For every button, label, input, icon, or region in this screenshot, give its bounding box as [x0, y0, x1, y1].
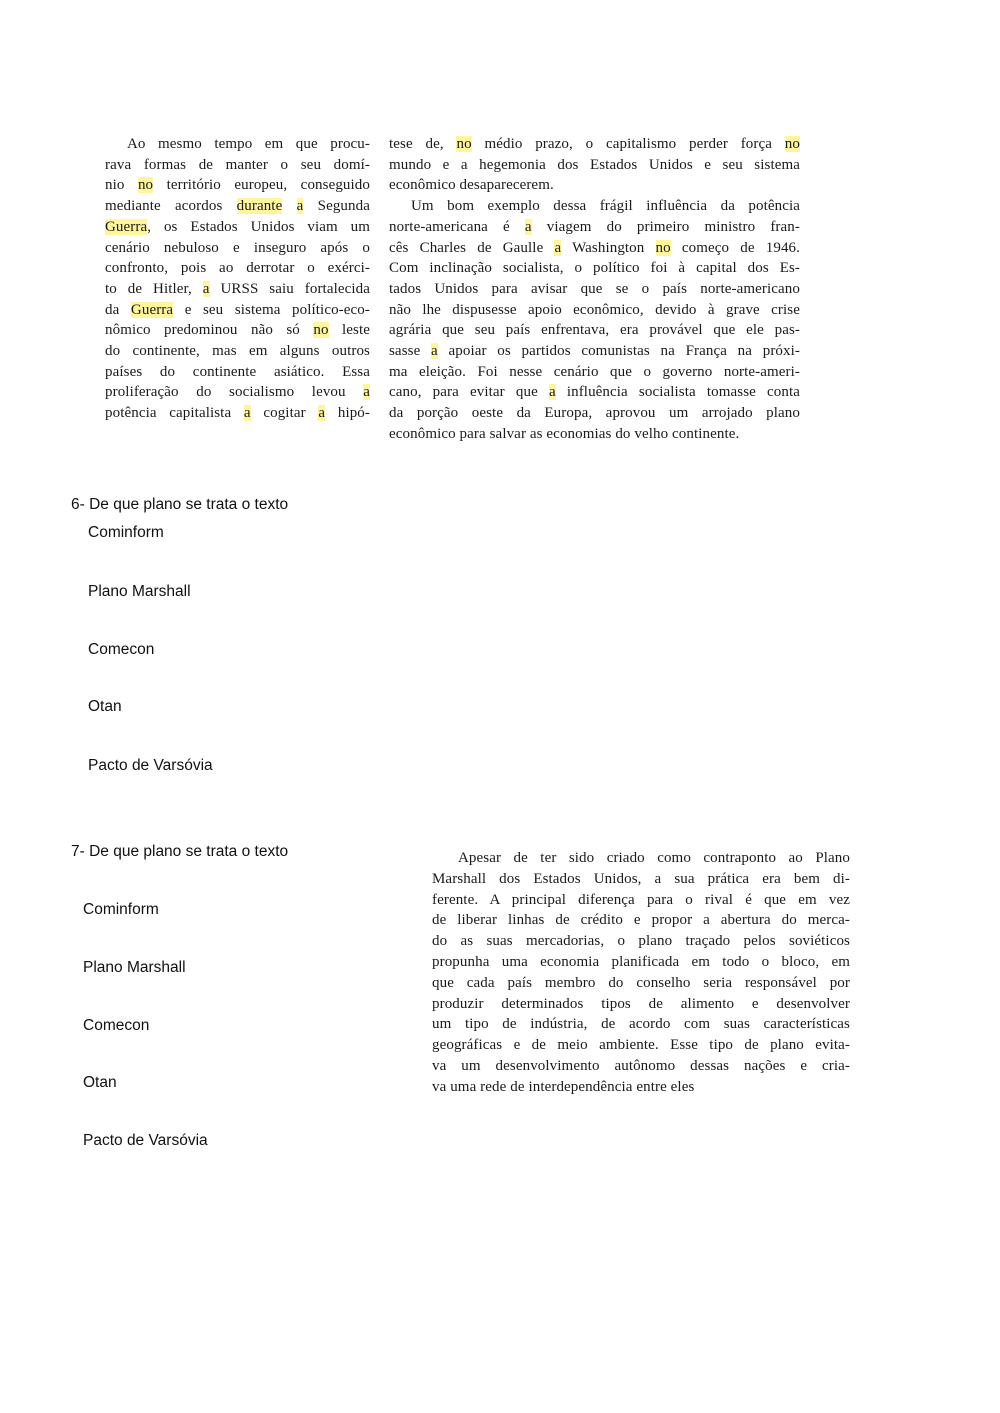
col1-line [105, 403, 370, 424]
col1-line [105, 300, 370, 321]
text-segment: norte-americana é [389, 218, 525, 235]
highlighted-word: Guerra [105, 218, 148, 235]
q7-option-comecon[interactable]: Comecon [83, 1017, 150, 1034]
col2-line [389, 341, 800, 362]
passage-2-line: Apesar de ter sido criado como contraponto ao Plano [458, 850, 850, 866]
col2-line [389, 362, 800, 383]
highlighted-word: a [318, 405, 326, 422]
col1-line [105, 258, 370, 279]
text-segment: mediante acordos [105, 198, 237, 215]
highlighted-word: a [202, 280, 210, 297]
col1-line [105, 362, 370, 383]
passage-2-line: do as suas mercadorias, o plano traçado pelos soviéticos [432, 933, 850, 950]
text-segment: cano, para evitar que [389, 384, 549, 401]
highlighted-word: no [655, 239, 671, 256]
highlighted-word: a [524, 218, 532, 235]
text-segment: viagem do primeiro ministro fran- [531, 218, 800, 235]
col2-line [389, 403, 800, 424]
text-segment: começo de 1946. [670, 239, 800, 256]
passage-2 [432, 848, 850, 1098]
col1-line [105, 279, 370, 300]
col1-line [105, 238, 370, 259]
col2-line [389, 217, 800, 238]
text-segment: cogitar [250, 405, 319, 422]
text-segment: cês Charles de Gaulle [389, 239, 555, 256]
highlighted-word: a [363, 384, 370, 401]
text-segment: médio prazo, o capitalismo perder força [471, 136, 785, 152]
passage-1-left-column [105, 134, 370, 424]
highlighted-word: no [784, 136, 800, 152]
col1-line [105, 217, 370, 238]
q7-option-otan[interactable]: Otan [83, 1074, 117, 1091]
col2-line [389, 424, 800, 445]
q7-option-pacto-de-varsovia[interactable]: Pacto de Varsóvia [83, 1132, 208, 1149]
text-segment: Com inclinação socialista, o político foi à capital dos Es- [389, 260, 800, 277]
q7-option-cominform[interactable]: Cominform [83, 901, 159, 918]
passage-2-line: ferente. A principal diferença para o rival é que em vez [432, 891, 850, 908]
text-segment: e seu sistema político-eco- [173, 301, 370, 318]
col1-line [105, 196, 370, 217]
col2-line [389, 155, 800, 176]
col2-line [389, 134, 800, 155]
q6-option-comecon[interactable]: Comecon [88, 641, 155, 658]
text-segment: influência socialista tomasse conta [555, 384, 800, 401]
text-segment: ma eleição. Foi nesse cenário que o governo norte-ameri- [389, 363, 800, 380]
passage-1-right-column [389, 134, 800, 445]
highlighted-word: a [243, 405, 251, 422]
col1-line [105, 382, 370, 403]
text-segment: , os Estados Unidos viam um [147, 218, 370, 235]
text-segment: econômico para salvar as economias do velho continente. [389, 425, 740, 442]
question-6-title: 6- De que plano se trata o texto [71, 496, 289, 513]
col1-line [105, 341, 370, 362]
passage-2-line: de liberar linhas de crédito e propor a abertura do merca- [432, 912, 850, 929]
text-segment: to de Hitler, [105, 280, 203, 297]
q6-option-plano-marshall[interactable]: Plano Marshall [88, 583, 191, 600]
text-segment: agrária que seu país enfrentava, era provável que ele pas- [389, 322, 800, 339]
text-segment: nômico predominou não só [105, 322, 314, 339]
text-segment: Washington [561, 239, 656, 256]
passage-2-line: produzir determinados tipos de alimento e desenvolver [432, 995, 850, 1012]
text-segment: nio [105, 177, 138, 194]
highlighted-word: Guerra [130, 301, 174, 318]
text-segment: sasse [389, 343, 432, 360]
col2-line [389, 320, 800, 341]
text-segment: Ao mesmo tempo em que procu- [127, 136, 370, 152]
text-segment: do continente, mas em alguns outros [105, 343, 370, 360]
text-segment: da porção oeste da Europa, aprovou um arrojado plano [389, 405, 800, 422]
passage-2-line: va uma rede de interdependência entre eles [432, 1078, 695, 1095]
text-segment: proliferação do socialismo levou [105, 384, 364, 401]
passage-2-line: Marshall dos Estados Unidos, a sua prática era bem di- [432, 870, 850, 887]
text-segment: tese de, [389, 136, 457, 152]
col2-line [389, 382, 800, 403]
col1-line [105, 175, 370, 196]
passage-2-line: que cada país membro do conselho seria responsável por [432, 974, 850, 991]
col2-line [389, 300, 800, 321]
text-segment: econômico desaparecerem. [389, 177, 554, 194]
text-segment: Um bom exemplo dessa frágil influência da potência [411, 198, 800, 215]
question-7-title: 7- De que plano se trata o texto [71, 843, 289, 860]
col1-line [105, 320, 370, 341]
col1-line [105, 134, 370, 155]
highlighted-word: a [548, 384, 556, 401]
passage-2-line: propunha uma economia planificada em todo o bloco, em [432, 953, 850, 970]
highlighted-word: no [456, 136, 472, 152]
col2-line [389, 196, 800, 217]
passage-2-line: um tipo de indústria, de acordo com suas características [432, 1016, 850, 1033]
q6-option-otan[interactable]: Otan [88, 698, 122, 715]
text-segment: leste [328, 322, 370, 339]
text-segment: mundo e a hegemonia dos Estados Unidos e seu sistema [389, 156, 800, 173]
text-segment: cenário nebuloso e inseguro após o [105, 239, 370, 256]
text-segment: não lhe dispusesse apoio econômico, devido à grave crise [389, 301, 800, 318]
col2-line [389, 238, 800, 259]
col1-line [105, 155, 370, 176]
col2-line [389, 258, 800, 279]
text-segment [282, 198, 296, 214]
col2-line [389, 175, 800, 196]
text-segment: rava formas de manter o seu domí- [105, 156, 370, 173]
q6-option-pacto-de-varsovia[interactable]: Pacto de Varsóvia [88, 757, 213, 774]
highlighted-word: a [431, 343, 438, 360]
text-segment: da [105, 301, 131, 318]
text-segment: apoiar os partidos comunistas na França na próxi- [437, 343, 800, 360]
highlighted-word: no [313, 322, 329, 339]
text-segment: países do continente asiático. Essa [105, 363, 370, 380]
highlighted-word: durante [236, 198, 283, 215]
text-segment: tados Unidos para avisar que se o país norte-americano [389, 280, 800, 297]
text-segment: hipó- [325, 405, 371, 422]
highlighted-word: a [296, 198, 304, 215]
q7-option-plano-marshall[interactable]: Plano Marshall [83, 959, 186, 976]
text-segment: potência capitalista [105, 405, 244, 422]
q6-option-cominform[interactable]: Cominform [88, 524, 164, 541]
highlighted-word: no [137, 177, 154, 194]
text-segment: confronto, pois ao derrotar o exérci- [105, 260, 370, 277]
passage-2-line: geográficas e de meio ambiente. Esse tipo de plano evita- [432, 1037, 850, 1054]
highlighted-word: a [554, 239, 562, 256]
col2-line [389, 279, 800, 300]
passage-2-line: va um desenvolvimento autônomo dessas nações e cria- [432, 1057, 850, 1074]
text-segment: URSS saiu fortalecida [209, 280, 370, 297]
text-segment: território europeu, conseguido [153, 177, 371, 194]
text-segment: Segunda [303, 198, 370, 215]
